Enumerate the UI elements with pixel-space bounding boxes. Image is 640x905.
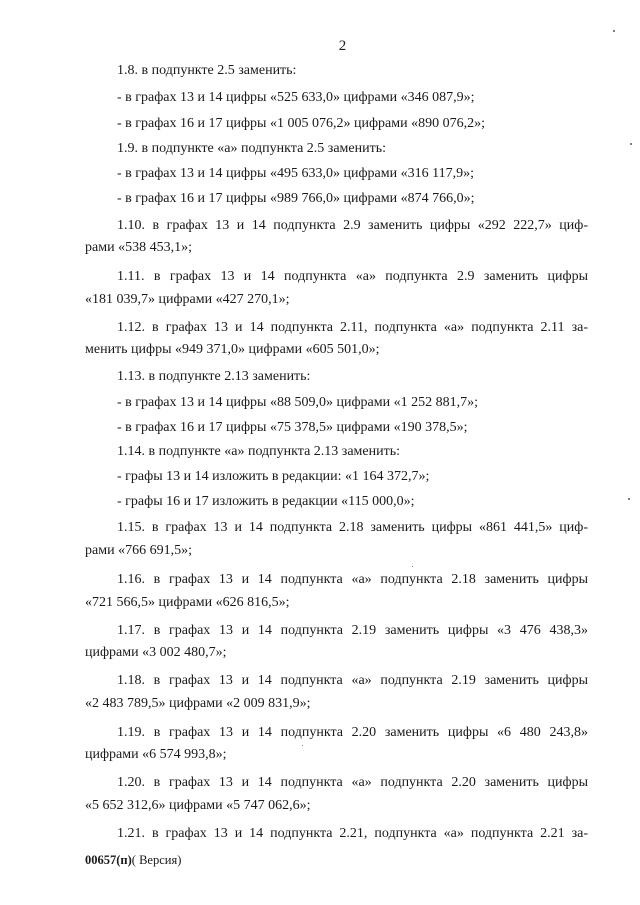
scan-speck — [628, 498, 630, 500]
scan-speck — [412, 566, 413, 567]
paragraph-line: - графы 16 и 17 изложить в редакции «115 000,0»; — [117, 494, 415, 509]
paragraph-line: рами «766 691,5»; — [85, 543, 192, 558]
paragraph-line: цифрами «3 002 480,7»; — [85, 645, 227, 660]
paragraph-line: 1.15. в графах 13 и 14 подпункта 2.18 заменить цифры «861 441,5» циф- — [117, 520, 588, 535]
paragraph-line: 1.13. в подпункте 2.13 заменить: — [117, 369, 311, 384]
document-footer — [85, 853, 181, 868]
paragraph-line: 1.14. в подпункте «а» подпункта 2.13 заменить: — [117, 444, 400, 459]
scan-speck — [302, 745, 303, 746]
version-label: ( Версия) — [131, 853, 182, 867]
page-number: 2 — [338, 38, 347, 54]
paragraph-line: 1.20. в графах 13 и 14 подпункта «а» подпункта 2.20 заменить цифры — [117, 775, 588, 790]
paragraph-line: цифрами «6 574 993,8»; — [85, 747, 227, 762]
paragraph-line: «5 652 312,6» цифрами «5 747 062,6»; — [85, 798, 311, 813]
paragraph-line: - в графах 16 и 17 цифры «75 378,5» цифрами «190 378,5»; — [117, 420, 468, 435]
paragraph-line: - в графах 13 и 14 цифры «495 633,0» цифрами «316 117,9»; — [117, 166, 474, 181]
paragraph-line: 1.9. в подпункте «а» подпункта 2.5 заменить: — [117, 141, 386, 156]
scan-speck — [613, 30, 615, 32]
paragraph-line: «2 483 789,5» цифрами «2 009 831,9»; — [85, 696, 311, 711]
paragraph-line: 1.10. в графах 13 и 14 подпункта 2.9 заменить цифры «292 222,7» циф- — [117, 218, 588, 233]
paragraph-line: 1.17. в графах 13 и 14 подпункта 2.19 заменить цифры «3 476 438,3» — [117, 623, 588, 638]
paragraph-line: 1.18. в графах 13 и 14 подпункта «а» подпункта 2.19 заменить цифры — [117, 673, 588, 688]
paragraph-line: 1.19. в графах 13 и 14 подпункта 2.20 заменить цифры «6 480 243,8» — [117, 725, 588, 740]
paragraph-line: рами «538 453,1»; — [85, 240, 192, 255]
paragraph-line: - в графах 16 и 17 цифры «989 766,0» цифрами «874 766,0»; — [117, 191, 475, 206]
paragraph-line: - в графах 13 и 14 цифры «525 633,0» цифрами «346 087,9»; — [117, 90, 475, 105]
paragraph-line: 1.16. в графах 13 и 14 подпункта «а» подпункта 2.18 заменить цифры — [117, 572, 588, 587]
paragraph-line: - графы 13 и 14 изложить в редакции: «1 164 372,7»; — [117, 469, 430, 484]
paragraph-line: менить цифры «949 371,0» цифрами «605 501,0»; — [85, 342, 380, 357]
paragraph-line: 1.11. в графах 13 и 14 подпункта «а» подпункта 2.9 заменить цифры — [117, 269, 588, 284]
paragraph-line: 1.8. в подпункте 2.5 заменить: — [117, 63, 297, 78]
paragraph-line: - в графах 13 и 14 цифры «88 509,0» цифрами «1 252 881,7»; — [117, 395, 478, 410]
paragraph-line: «721 566,5» цифрами «626 816,5»; — [85, 595, 290, 610]
paragraph-line: «181 039,7» цифрами «427 270,1»; — [85, 292, 290, 307]
paragraph-line: 1.21. в графах 13 и 14 подпункта 2.21, подпункта «а» подпункта 2.21 за- — [117, 826, 588, 841]
paragraph-line: - в графах 16 и 17 цифры «1 005 076,2» цифрами «890 076,2»; — [117, 116, 485, 131]
document-code: 00657(п) — [85, 853, 132, 867]
paragraph-line: 1.12. в графах 13 и 14 подпункта 2.11, подпункта «а» подпункта 2.11 за- — [117, 320, 588, 335]
scan-speck — [630, 143, 632, 145]
